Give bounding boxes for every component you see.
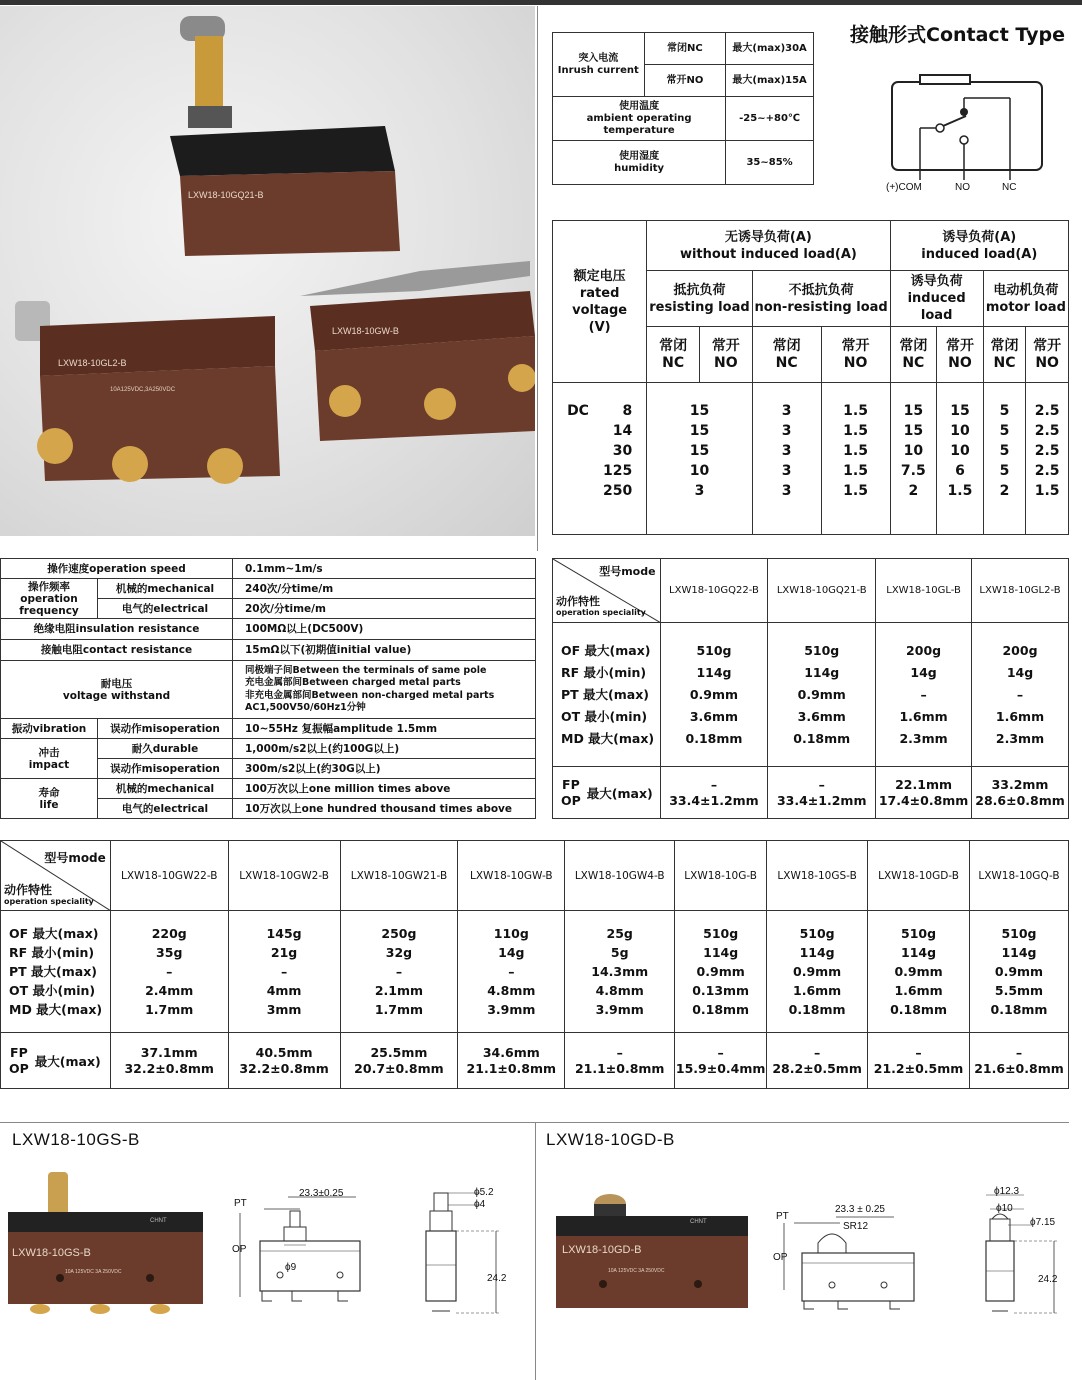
vib-label: 振动vibration: [1, 719, 98, 739]
gd-brand: CHNT: [690, 1219, 707, 1225]
induced-load-header: 诱导负荷 induced load: [890, 271, 983, 327]
nc-value: 最大(max)30A: [726, 33, 814, 65]
gd-photo-label: LXW18-10GD-B: [562, 1244, 642, 1256]
load-table: [552, 220, 1069, 535]
resisting-values: 15 15 15 10 3: [647, 383, 752, 535]
induced-nc-values: 15 15 10 7.5 2: [890, 383, 937, 535]
mode-corner-cell: [1, 841, 111, 911]
inrush-table: [552, 32, 814, 185]
no-terminal-label: NO: [955, 182, 970, 193]
fp-op-label: FP OP: [561, 776, 581, 808]
gs-pt-label: PT: [234, 1198, 247, 1209]
param-values: 510g 114g 0.9mm 0.13mm 0.18mm: [675, 911, 767, 1033]
nut-icon: [188, 106, 232, 128]
nc-header: 常闭 NC: [890, 327, 937, 383]
nc-header: 常闭 NC: [752, 327, 821, 383]
contact-value: 15mΩ以下(初期值initial value): [233, 640, 536, 661]
fp-values: 34.6mm 21.1±0.8mm: [458, 1033, 565, 1089]
param-values: 510g 114g 0.9mm 1.6mm 0.18mm: [767, 911, 868, 1033]
contact-type-diagram: [880, 70, 1050, 200]
voltage-cell: [553, 383, 647, 535]
model-header: LXW18-10GQ-B: [970, 841, 1069, 911]
fp-values: – 33.4±1.2mm: [660, 767, 768, 819]
insul-label: 绝缘电阻insulation resistance: [1, 619, 233, 640]
mode-label: 型号mode: [44, 851, 106, 865]
switch2-rating: 10A125VDC,3A250VDC: [110, 387, 176, 393]
com-label: (+)COM: [886, 182, 922, 193]
non-resisting-nc-values: 3 3 3 3 3: [752, 383, 821, 535]
fp-values: – 21.2±0.5mm: [868, 1033, 970, 1089]
life-mech-value: 100万次以上one million times above: [233, 779, 536, 799]
speed-value: 0.1mm~1m/s: [233, 559, 536, 579]
nc-header: 常闭 NC: [647, 327, 700, 383]
product-photo-illustration: [0, 6, 535, 536]
mode-table-2: [0, 840, 1069, 1089]
humidity-value: 35~85%: [726, 141, 814, 185]
imp-mis-label: 误动作misoperation: [98, 759, 233, 779]
fp-values: 22.1mm 17.4±0.8mm: [876, 767, 972, 819]
gd-photo-rating: 10A 125VDC 3A 250VDC: [608, 1268, 665, 1274]
elec-label: 电气的electrical: [98, 599, 233, 619]
param-values: 200g 14g – 1.6mm 2.3mm: [876, 623, 972, 767]
motor-load-header: 电动机负荷 motor load: [983, 271, 1068, 327]
no-header: 常开 NO: [821, 327, 890, 383]
top-rule: [0, 0, 1082, 5]
gs-brand: CHNT: [150, 1218, 167, 1224]
gd-height-dim: 24.2: [1038, 1274, 1058, 1285]
fp-values: 37.1mm 32.2±0.8mm: [110, 1033, 228, 1089]
terminal-screw-icon: [207, 448, 243, 484]
humidity-label: 使用湿度 humidity: [553, 141, 726, 185]
switch1-body: [180, 171, 400, 256]
induced-no-values: 15 10 10 6 1.5: [937, 383, 984, 535]
life-elec-label: 电气的electrical: [98, 799, 233, 819]
temp-label: 使用温度 ambient operating temperature: [553, 97, 726, 141]
mech-value: 240次/分time/m: [233, 579, 536, 599]
speed-label: 操作速度operation speed: [1, 559, 233, 579]
param-values: 25g 5g 14.3mm 4.8mm 3.9mm: [565, 911, 675, 1033]
elec-value: 20次/分time/m: [233, 599, 536, 619]
param-values: 200g 14g – 1.6mm 2.3mm: [972, 623, 1069, 767]
resisting-header: 抵抗负荷 resisting load: [647, 271, 752, 327]
life-label: 寿命 life: [1, 779, 98, 819]
mech-label: 机械的mechanical: [98, 579, 233, 599]
impact-label: 冲击 impact: [1, 739, 98, 779]
gd-phi123-dim: ϕ12.3: [994, 1186, 1020, 1197]
gd-op-label: OP: [773, 1252, 788, 1263]
no-header: 常开 NO: [699, 327, 752, 383]
lever-icon: [300, 261, 530, 296]
fp-max-label: 最大(max): [34, 1053, 101, 1069]
gd-title: LXW18-10GD-B: [546, 1130, 675, 1149]
param-list: OF 最大(max) RF 最小(min) PT 最大(max) OT 最小(min) MD 最大(max): [553, 623, 661, 767]
spec-label-en: operation speciality: [556, 608, 646, 617]
durable-value: 1,000m/s2以上(约100G以上): [233, 739, 536, 759]
gs-phi52-dim: ϕ5.2: [474, 1187, 494, 1198]
no-value: 最大(max)15A: [726, 65, 814, 97]
nc-header: 常闭 NC: [983, 327, 1026, 383]
model-header: LXW18-10GW4-B: [565, 841, 675, 911]
gs-photo: [0, 1170, 210, 1320]
non-resisting-header: 不抵抗负荷 non-resisting load: [752, 271, 890, 327]
param-list: OF 最大(max) RF 最小(min) PT 最大(max) OT 最小(min) MD 最大(max): [1, 911, 111, 1033]
switch2-body: [40, 366, 280, 481]
model-header: LXW18-10GW2-B: [228, 841, 340, 911]
gd-width-dim: 23.3 ± 0.25: [835, 1204, 885, 1215]
temp-value: -25~+80℃: [726, 97, 814, 141]
switch2-label: LXW18-10GL2-B: [58, 358, 127, 368]
gs-title: LXW18-10GS-B: [12, 1130, 140, 1149]
voltage-list: 8 14 30 125 250: [602, 403, 633, 499]
param-values: 110g 14g – 4.8mm 3.9mm: [458, 911, 565, 1033]
model-header: LXW18-10GD-B: [868, 841, 970, 911]
no-label: 常开NO: [644, 65, 726, 97]
gd-phi10-dim: ϕ10: [996, 1203, 1013, 1214]
gs-width-dim: 23.3±0.25: [299, 1188, 344, 1199]
fp-values: 25.5mm 20.7±0.8mm: [340, 1033, 458, 1089]
model-header: LXW18-10G-B: [675, 841, 767, 911]
divider: [535, 1122, 536, 1380]
param-values: 250g 32g – 2.1mm 1.7mm: [340, 911, 458, 1033]
fp-values: – 28.2±0.5mm: [767, 1033, 868, 1089]
contact-type-title: 接触形式Contact Type: [850, 24, 1065, 46]
gs-phi9-dim: ϕ9: [285, 1262, 297, 1273]
model-header: LXW18-10GW22-B: [110, 841, 228, 911]
fp-values: 40.5mm 32.2±0.8mm: [228, 1033, 340, 1089]
specs-table: [0, 558, 536, 819]
model-header: LXW18-10GW-B: [458, 841, 565, 911]
plunger-icon: [195, 36, 223, 116]
terminal-screw-icon: [424, 388, 456, 420]
gd-dimension-drawing: [770, 1185, 1070, 1325]
spec-label: 动作特性: [4, 883, 53, 897]
gs-op-label: OP: [232, 1244, 247, 1255]
fp-max-label: 最大(max): [586, 785, 653, 801]
non-resisting-no-values: 1.5 1.5 1.5 1.5 1.5: [821, 383, 890, 535]
gd-phi715-dim: ϕ7.15: [1030, 1217, 1056, 1228]
switch3-label: LXW18-10GW-B: [332, 326, 399, 336]
freq-label: 操作频率 operation frequency: [1, 579, 98, 619]
gd-pt-label: PT: [776, 1211, 789, 1222]
terminal-screw-icon: [112, 446, 148, 482]
terminal-screw-icon: [37, 428, 73, 464]
nc-label: 常闭NC: [644, 33, 726, 65]
withstand-value: 同极端子间Between the terminals of same pole 充电金属部间Between charged metal parts 非充电金属部间Between non-charged metal parts AC1,500V50/60Hz1分钟: [233, 661, 536, 719]
model-header: LXW18-10GL-B: [876, 559, 972, 623]
withstand-label: 耐电压 voltage withstand: [1, 661, 233, 719]
terminal-screw-icon: [329, 385, 361, 417]
fp-op-label: FP OP: [9, 1044, 29, 1076]
fp-values: 33.2mm 28.6±0.8mm: [972, 767, 1069, 819]
param-values: 220g 35g – 2.4mm 1.7mm: [110, 911, 228, 1033]
nc-terminal-label: NC: [1002, 182, 1017, 193]
induced-header: 诱导负荷(A) induced load(A): [890, 221, 1068, 271]
param-values: 510g 114g 0.9mm 3.6mm 0.18mm: [660, 623, 768, 767]
no-header: 常开 NO: [937, 327, 984, 383]
no-header: 常开 NO: [1026, 327, 1069, 383]
param-values: 510g 114g 0.9mm 1.6mm 0.18mm: [868, 911, 970, 1033]
life-mech-label: 机械的mechanical: [98, 779, 233, 799]
fp-values: – 15.9±0.4mm: [675, 1033, 767, 1089]
insul-value: 100MΩ以上(DC500V): [233, 619, 536, 640]
gd-sr-dim: SR12: [843, 1221, 869, 1232]
terminal-screw-icon: [508, 364, 535, 392]
spec-label: 动作特性: [556, 595, 600, 608]
contact-label: 接触电阻contact resistance: [1, 640, 233, 661]
inrush-label: 突入电流 Inrush current: [553, 33, 645, 97]
fp-values: – 21.6±0.8mm: [970, 1033, 1069, 1089]
model-header: LXW18-10GL2-B: [972, 559, 1069, 623]
gs-height-dim: 24.2: [487, 1273, 507, 1284]
durable-label: 耐久durable: [98, 739, 233, 759]
model-header: LXW18-10GQ22-B: [660, 559, 768, 623]
model-header: LXW18-10GS-B: [767, 841, 868, 911]
product-photo: [0, 6, 535, 536]
fp-op-cell: [1, 1033, 111, 1089]
model-header: LXW18-10GW21-B: [340, 841, 458, 911]
switch1-label: LXW18-10GQ21-B: [188, 190, 264, 200]
vib-value: 10~55Hz 复振幅amplitude 1.5mm: [233, 719, 536, 739]
divider: [537, 6, 538, 551]
motor-no-values: 2.5 2.5 2.5 2.5 1.5: [1026, 383, 1069, 535]
rated-voltage-header: 额定电压 rated voltage (V): [553, 221, 647, 383]
spec-label-en: operation speciality: [4, 897, 94, 906]
life-elec-value: 10万次以上one hundred thousand times above: [233, 799, 536, 819]
mode-corner-cell: [553, 559, 661, 623]
param-values: 510g 114g 0.9mm 5.5mm 0.18mm: [970, 911, 1069, 1033]
mode-table-1: [552, 558, 1069, 819]
param-values: 510g 114g 0.9mm 3.6mm 0.18mm: [768, 623, 876, 767]
param-values: 145g 21g – 4mm 3mm: [228, 911, 340, 1033]
gs-photo-rating: 10A 125VDC 3A 250VDC: [65, 1269, 122, 1275]
motor-nc-values: 5 5 5 5 2: [983, 383, 1026, 535]
imp-mis-value: 300m/s2以上(约30G以上): [233, 759, 536, 779]
model-header: LXW18-10GQ21-B: [768, 559, 876, 623]
gs-photo-label: LXW18-10GS-B: [12, 1247, 91, 1259]
dc-label: DC: [567, 403, 589, 419]
switch1-top: [170, 126, 395, 176]
plunger-icon: [48, 1172, 68, 1216]
fp-values: – 33.4±1.2mm: [768, 767, 876, 819]
vib-mis-label: 误动作misoperation: [98, 719, 233, 739]
mode-label: 型号mode: [599, 565, 656, 578]
gs-phi4-dim: ϕ4: [474, 1199, 486, 1210]
fp-op-cell: [553, 767, 661, 819]
without-induced-header: 无诱导负荷(A) without induced load(A): [647, 221, 890, 271]
fp-values: – 21.1±0.8mm: [565, 1033, 675, 1089]
